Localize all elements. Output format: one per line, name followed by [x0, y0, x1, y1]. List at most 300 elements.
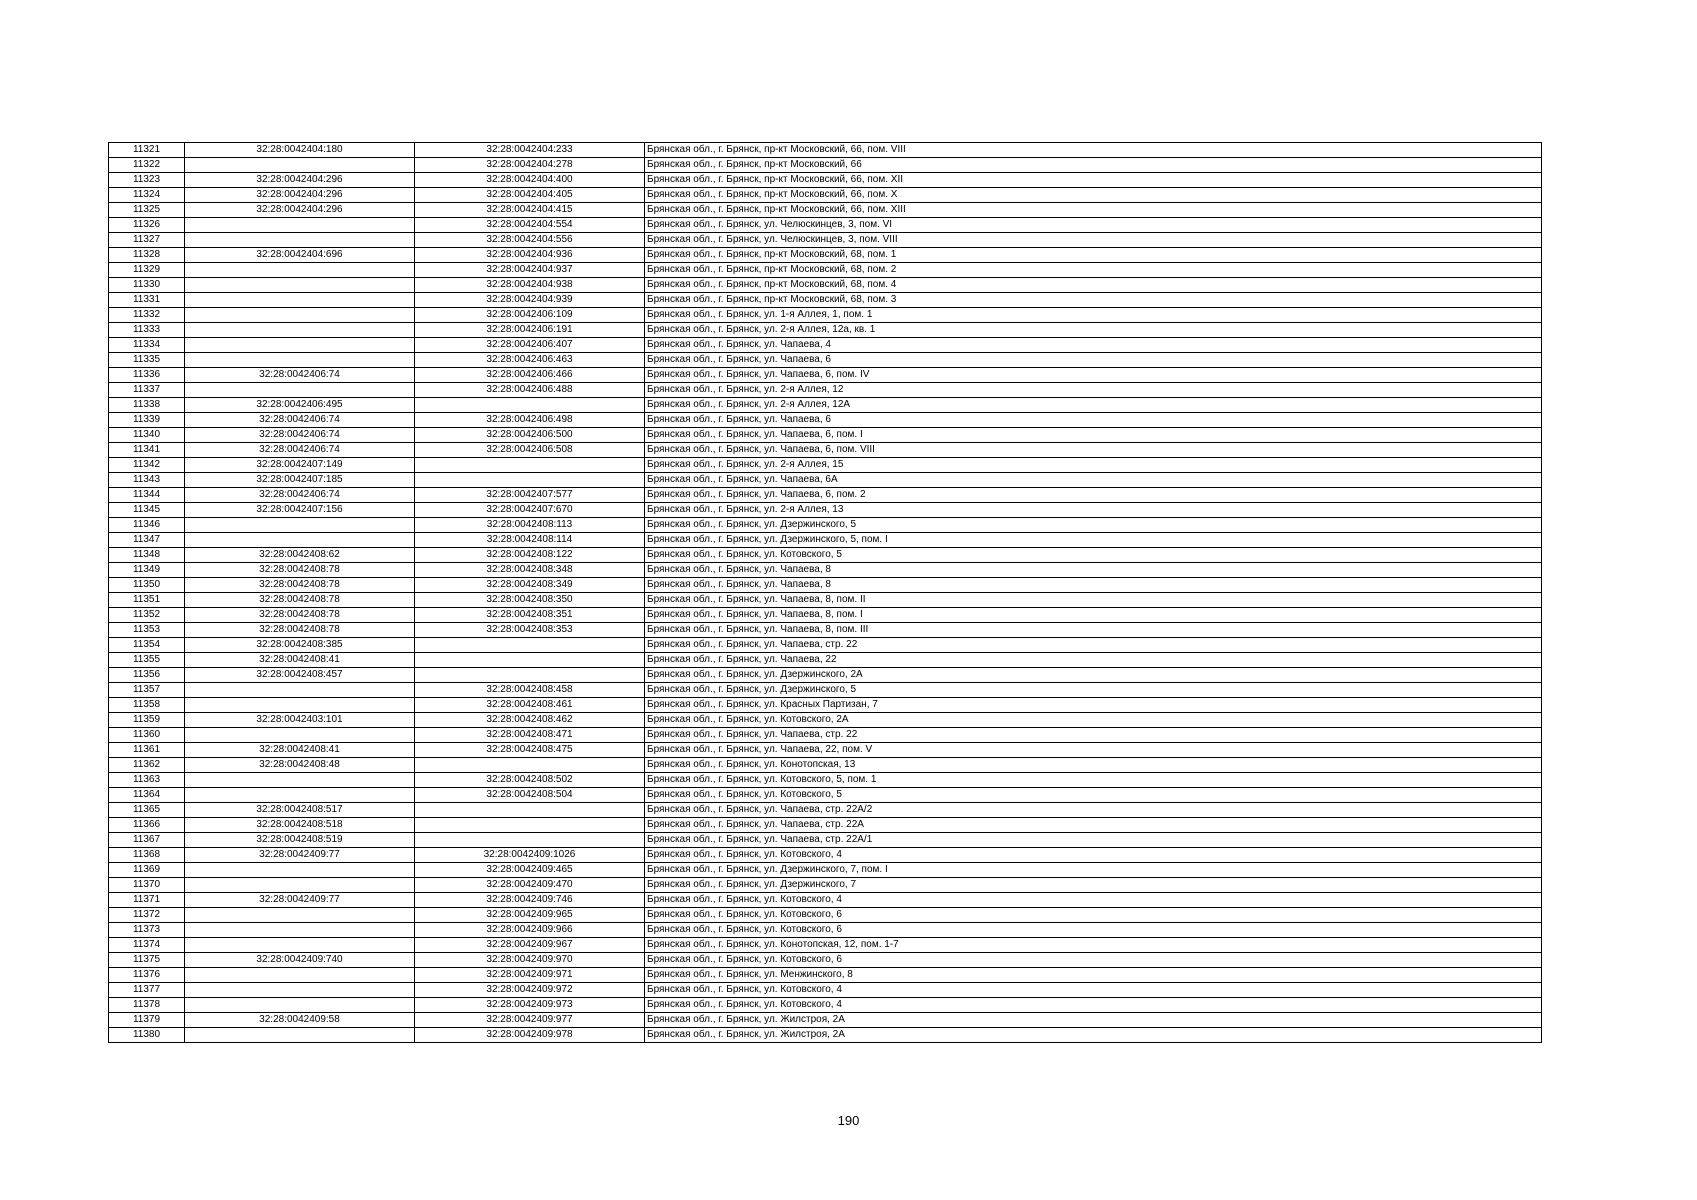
table-row	[109, 998, 1542, 1013]
parcel-cadastral-number-cell	[185, 323, 415, 338]
parcel-cadastral-number-cell: 32:28:0042408:41	[185, 743, 415, 758]
table-row	[109, 473, 1542, 488]
row-number-cell: 11337	[109, 383, 185, 398]
address-cell: Брянская обл., г. Брянск, ул. Менжинского, 8	[645, 968, 1542, 983]
address-cell: Брянская обл., г. Брянск, ул. Котовского, 2А	[645, 713, 1542, 728]
row-number-cell: 11347	[109, 533, 185, 548]
table-row	[109, 413, 1542, 428]
parcel-cadastral-number-cell	[185, 518, 415, 533]
building-cadastral-number-cell: 32:28:0042404:415	[415, 203, 645, 218]
address-cell: Брянская обл., г. Брянск, ул. Дзержинского, 2А	[645, 668, 1542, 683]
parcel-cadastral-number-cell: 32:28:0042409:77	[185, 848, 415, 863]
table-row	[109, 713, 1542, 728]
row-number-cell: 11342	[109, 458, 185, 473]
address-cell: Брянская обл., г. Брянск, пр-кт Московский, 66, пом. XII	[645, 173, 1542, 188]
table-row	[109, 623, 1542, 638]
row-number-cell: 11368	[109, 848, 185, 863]
table-row	[109, 188, 1542, 203]
address-cell: Брянская обл., г. Брянск, пр-кт Московский, 68, пом. 1	[645, 248, 1542, 263]
row-number-cell: 11343	[109, 473, 185, 488]
row-number-cell: 11349	[109, 563, 185, 578]
building-cadastral-number-cell	[415, 758, 645, 773]
address-cell: Брянская обл., г. Брянск, пр-кт Московский, 66, пом. VIII	[645, 143, 1542, 158]
row-number-cell: 11380	[109, 1028, 185, 1043]
building-cadastral-number-cell: 32:28:0042408:349	[415, 578, 645, 593]
address-cell: Брянская обл., г. Брянск, ул. 2-я Аллея, 12а, кв. 1	[645, 323, 1542, 338]
row-number-cell: 11344	[109, 488, 185, 503]
table-row	[109, 368, 1542, 383]
table-row	[109, 938, 1542, 953]
parcel-cadastral-number-cell: 32:28:0042408:78	[185, 608, 415, 623]
parcel-cadastral-number-cell	[185, 923, 415, 938]
row-number-cell: 11346	[109, 518, 185, 533]
parcel-cadastral-number-cell	[185, 1028, 415, 1043]
building-cadastral-number-cell: 32:28:0042408:458	[415, 683, 645, 698]
building-cadastral-number-cell: 32:28:0042404:405	[415, 188, 645, 203]
building-cadastral-number-cell: 32:28:0042404:556	[415, 233, 645, 248]
building-cadastral-number-cell: 32:28:0042406:488	[415, 383, 645, 398]
row-number-cell: 11333	[109, 323, 185, 338]
table-row	[109, 398, 1542, 413]
parcel-cadastral-number-cell: 32:28:0042404:180	[185, 143, 415, 158]
building-cadastral-number-cell: 32:28:0042409:971	[415, 968, 645, 983]
building-cadastral-number-cell: 32:28:0042409:966	[415, 923, 645, 938]
building-cadastral-number-cell: 32:28:0042408:114	[415, 533, 645, 548]
table-row	[109, 803, 1542, 818]
table-row	[109, 683, 1542, 698]
building-cadastral-number-cell	[415, 833, 645, 848]
address-cell: Брянская обл., г. Брянск, ул. Конотопская, 13	[645, 758, 1542, 773]
row-number-cell: 11348	[109, 548, 185, 563]
table-row	[109, 1013, 1542, 1028]
table-row	[109, 218, 1542, 233]
parcel-cadastral-number-cell	[185, 263, 415, 278]
building-cadastral-number-cell: 32:28:0042406:508	[415, 443, 645, 458]
table-row	[109, 893, 1542, 908]
row-number-cell: 11366	[109, 818, 185, 833]
row-number-cell: 11335	[109, 353, 185, 368]
building-cadastral-number-cell: 32:28:0042409:973	[415, 998, 645, 1013]
row-number-cell: 11374	[109, 938, 185, 953]
building-cadastral-number-cell	[415, 668, 645, 683]
row-number-cell: 11327	[109, 233, 185, 248]
parcel-cadastral-number-cell: 32:28:0042409:740	[185, 953, 415, 968]
parcel-cadastral-number-cell: 32:28:0042406:74	[185, 443, 415, 458]
address-cell: Брянская обл., г. Брянск, ул. 2-я Аллея, 12А	[645, 398, 1542, 413]
building-cadastral-number-cell: 32:28:0042408:350	[415, 593, 645, 608]
parcel-cadastral-number-cell: 32:28:0042406:74	[185, 428, 415, 443]
parcel-cadastral-number-cell	[185, 683, 415, 698]
parcel-cadastral-number-cell	[185, 998, 415, 1013]
building-cadastral-number-cell: 32:28:0042406:109	[415, 308, 645, 323]
table-body	[109, 143, 1542, 1043]
row-number-cell: 11351	[109, 593, 185, 608]
table-row	[109, 443, 1542, 458]
row-number-cell: 11328	[109, 248, 185, 263]
row-number-cell: 11364	[109, 788, 185, 803]
row-number-cell: 11354	[109, 638, 185, 653]
parcel-cadastral-number-cell	[185, 533, 415, 548]
building-cadastral-number-cell: 32:28:0042404:278	[415, 158, 645, 173]
address-cell: Брянская обл., г. Брянск, ул. Чапаева, стр. 22А/1	[645, 833, 1542, 848]
address-cell: Брянская обл., г. Брянск, ул. Дзержинского, 5, пом. I	[645, 533, 1542, 548]
address-cell: Брянская обл., г. Брянск, ул. Чапаева, 6	[645, 413, 1542, 428]
row-number-cell: 11340	[109, 428, 185, 443]
row-number-cell: 11352	[109, 608, 185, 623]
address-cell: Брянская обл., г. Брянск, ул. Чапаева, 6, пом. I	[645, 428, 1542, 443]
building-cadastral-number-cell: 32:28:0042408:122	[415, 548, 645, 563]
parcel-cadastral-number-cell	[185, 293, 415, 308]
building-cadastral-number-cell	[415, 458, 645, 473]
address-cell: Брянская обл., г. Брянск, ул. 2-я Аллея, 12	[645, 383, 1542, 398]
address-cell: Брянская обл., г. Брянск, ул. Чапаева, 6	[645, 353, 1542, 368]
address-cell: Брянская обл., г. Брянск, ул. Чапаева, 8	[645, 563, 1542, 578]
building-cadastral-number-cell: 32:28:0042408:471	[415, 728, 645, 743]
address-cell: Брянская обл., г. Брянск, ул. Чапаева, стр. 22А/2	[645, 803, 1542, 818]
parcel-cadastral-number-cell	[185, 233, 415, 248]
building-cadastral-number-cell	[415, 473, 645, 488]
row-number-cell: 11331	[109, 293, 185, 308]
table-row	[109, 923, 1542, 938]
parcel-cadastral-number-cell: 32:28:0042407:149	[185, 458, 415, 473]
table-row	[109, 743, 1542, 758]
row-number-cell: 11359	[109, 713, 185, 728]
address-cell: Брянская обл., г. Брянск, ул. Котовского, 4	[645, 998, 1542, 1013]
table-row	[109, 608, 1542, 623]
address-cell: Брянская обл., г. Брянск, ул. Котовского, 5, пом. 1	[645, 773, 1542, 788]
building-cadastral-number-cell: 32:28:0042408:351	[415, 608, 645, 623]
table-row	[109, 878, 1542, 893]
table-row	[109, 653, 1542, 668]
building-cadastral-number-cell: 32:28:0042409:978	[415, 1028, 645, 1043]
parcel-cadastral-number-cell: 32:28:0042406:74	[185, 413, 415, 428]
address-cell: Брянская обл., г. Брянск, ул. Дзержинского, 5	[645, 518, 1542, 533]
address-cell: Брянская обл., г. Брянск, ул. Жилстроя, 2А	[645, 1028, 1542, 1043]
address-cell: Брянская обл., г. Брянск, ул. Котовского, 4	[645, 983, 1542, 998]
building-cadastral-number-cell	[415, 653, 645, 668]
address-cell: Брянская обл., г. Брянск, ул. Чапаева, 4	[645, 338, 1542, 353]
address-cell: Брянская обл., г. Брянск, ул. Конотопская, 12, пом. 1-7	[645, 938, 1542, 953]
parcel-cadastral-number-cell: 32:28:0042408:78	[185, 623, 415, 638]
address-cell: Брянская обл., г. Брянск, ул. 2-я Аллея, 15	[645, 458, 1542, 473]
address-cell: Брянская обл., г. Брянск, ул. Чапаева, стр. 22А	[645, 818, 1542, 833]
address-cell: Брянская обл., г. Брянск, ул. Котовского, 4	[645, 848, 1542, 863]
row-number-cell: 11341	[109, 443, 185, 458]
parcel-cadastral-number-cell: 32:28:0042404:296	[185, 203, 415, 218]
table-row	[109, 818, 1542, 833]
address-cell: Брянская обл., г. Брянск, ул. Чапаева, 22	[645, 653, 1542, 668]
row-number-cell: 11330	[109, 278, 185, 293]
building-cadastral-number-cell: 32:28:0042404:939	[415, 293, 645, 308]
row-number-cell: 11363	[109, 773, 185, 788]
row-number-cell: 11322	[109, 158, 185, 173]
table-row	[109, 863, 1542, 878]
parcel-cadastral-number-cell: 32:28:0042408:519	[185, 833, 415, 848]
table-row	[109, 338, 1542, 353]
table-row	[109, 293, 1542, 308]
table-row	[109, 848, 1542, 863]
parcel-cadastral-number-cell: 32:28:0042403:101	[185, 713, 415, 728]
building-cadastral-number-cell: 32:28:0042409:977	[415, 1013, 645, 1028]
table-row	[109, 518, 1542, 533]
parcel-cadastral-number-cell: 32:28:0042408:457	[185, 668, 415, 683]
table-row	[109, 578, 1542, 593]
parcel-cadastral-number-cell: 32:28:0042406:74	[185, 368, 415, 383]
table-row	[109, 503, 1542, 518]
row-number-cell: 11371	[109, 893, 185, 908]
row-number-cell: 11365	[109, 803, 185, 818]
table-row	[109, 773, 1542, 788]
address-cell: Брянская обл., г. Брянск, ул. Котовского, 5	[645, 548, 1542, 563]
row-number-cell: 11376	[109, 968, 185, 983]
building-cadastral-number-cell	[415, 803, 645, 818]
address-cell: Брянская обл., г. Брянск, ул. Чапаева, 6, пом. IV	[645, 368, 1542, 383]
row-number-cell: 11355	[109, 653, 185, 668]
building-cadastral-number-cell: 32:28:0042408:461	[415, 698, 645, 713]
row-number-cell: 11324	[109, 188, 185, 203]
parcel-cadastral-number-cell: 32:28:0042408:517	[185, 803, 415, 818]
row-number-cell: 11360	[109, 728, 185, 743]
building-cadastral-number-cell: 32:28:0042406:407	[415, 338, 645, 353]
building-cadastral-number-cell: 32:28:0042409:470	[415, 878, 645, 893]
address-cell: Брянская обл., г. Брянск, ул. Котовского, 4	[645, 893, 1542, 908]
parcel-cadastral-number-cell	[185, 353, 415, 368]
table-row	[109, 353, 1542, 368]
address-cell: Брянская обл., г. Брянск, ул. Дзержинского, 5	[645, 683, 1542, 698]
parcel-cadastral-number-cell	[185, 938, 415, 953]
address-cell: Брянская обл., г. Брянск, ул. 2-я Аллея, 13	[645, 503, 1542, 518]
address-cell: Брянская обл., г. Брянск, ул. Чапаева, 6, пом. VIII	[645, 443, 1542, 458]
address-cell: Брянская обл., г. Брянск, ул. Красных Партизан, 7	[645, 698, 1542, 713]
table-row	[109, 548, 1542, 563]
address-cell: Брянская обл., г. Брянск, пр-кт Московский, 66, пом. XIII	[645, 203, 1542, 218]
parcel-cadastral-number-cell: 32:28:0042404:696	[185, 248, 415, 263]
parcel-cadastral-number-cell	[185, 983, 415, 998]
address-cell: Брянская обл., г. Брянск, ул. Чапаева, 6А	[645, 473, 1542, 488]
row-number-cell: 11334	[109, 338, 185, 353]
parcel-cadastral-number-cell: 32:28:0042409:58	[185, 1013, 415, 1028]
table-row	[109, 593, 1542, 608]
parcel-cadastral-number-cell: 32:28:0042408:78	[185, 593, 415, 608]
parcel-cadastral-number-cell: 32:28:0042408:78	[185, 563, 415, 578]
table-row	[109, 698, 1542, 713]
table-row	[109, 308, 1542, 323]
building-cadastral-number-cell: 32:28:0042404:937	[415, 263, 645, 278]
building-cadastral-number-cell: 32:28:0042406:466	[415, 368, 645, 383]
building-cadastral-number-cell	[415, 638, 645, 653]
parcel-cadastral-number-cell	[185, 773, 415, 788]
parcel-cadastral-number-cell: 32:28:0042408:385	[185, 638, 415, 653]
table-row	[109, 488, 1542, 503]
parcel-cadastral-number-cell: 32:28:0042407:156	[185, 503, 415, 518]
address-cell: Брянская обл., г. Брянск, ул. Чапаева, 8	[645, 578, 1542, 593]
parcel-cadastral-number-cell	[185, 278, 415, 293]
row-number-cell: 11356	[109, 668, 185, 683]
parcel-cadastral-number-cell: 32:28:0042406:74	[185, 488, 415, 503]
parcel-cadastral-number-cell	[185, 878, 415, 893]
row-number-cell: 11367	[109, 833, 185, 848]
table-row	[109, 278, 1542, 293]
building-cadastral-number-cell: 32:28:0042404:938	[415, 278, 645, 293]
table-row	[109, 263, 1542, 278]
parcel-cadastral-number-cell	[185, 338, 415, 353]
table-row	[109, 563, 1542, 578]
address-cell: Брянская обл., г. Брянск, ул. Дзержинского, 7	[645, 878, 1542, 893]
table-row	[109, 203, 1542, 218]
address-cell: Брянская обл., г. Брянск, ул. Челюскинцев, 3, пом. VIII	[645, 233, 1542, 248]
parcel-cadastral-number-cell: 32:28:0042409:77	[185, 893, 415, 908]
row-number-cell: 11336	[109, 368, 185, 383]
parcel-cadastral-number-cell	[185, 788, 415, 803]
table-row	[109, 383, 1542, 398]
address-cell: Брянская обл., г. Брянск, ул. Дзержинского, 7, пом. I	[645, 863, 1542, 878]
building-cadastral-number-cell	[415, 818, 645, 833]
row-number-cell: 11353	[109, 623, 185, 638]
building-cadastral-number-cell: 32:28:0042409:1026	[415, 848, 645, 863]
building-cadastral-number-cell: 32:28:0042409:465	[415, 863, 645, 878]
address-cell: Брянская обл., г. Брянск, ул. 1-я Аллея, 1, пом. 1	[645, 308, 1542, 323]
building-cadastral-number-cell: 32:28:0042409:746	[415, 893, 645, 908]
address-cell: Брянская обл., г. Брянск, ул. Котовского, 6	[645, 953, 1542, 968]
parcel-cadastral-number-cell	[185, 968, 415, 983]
address-cell: Брянская обл., г. Брянск, ул. Чапаева, 8, пом. II	[645, 593, 1542, 608]
parcel-cadastral-number-cell: 32:28:0042404:296	[185, 188, 415, 203]
address-cell: Брянская обл., г. Брянск, пр-кт Московский, 68, пом. 2	[645, 263, 1542, 278]
row-number-cell: 11377	[109, 983, 185, 998]
row-number-cell: 11357	[109, 683, 185, 698]
row-number-cell: 11362	[109, 758, 185, 773]
address-cell: Брянская обл., г. Брянск, пр-кт Московский, 66	[645, 158, 1542, 173]
row-number-cell: 11369	[109, 863, 185, 878]
row-number-cell: 11379	[109, 1013, 185, 1028]
building-cadastral-number-cell: 32:28:0042408:348	[415, 563, 645, 578]
row-number-cell: 11358	[109, 698, 185, 713]
building-cadastral-number-cell: 32:28:0042409:965	[415, 908, 645, 923]
parcel-cadastral-number-cell	[185, 218, 415, 233]
table-row	[109, 533, 1542, 548]
building-cadastral-number-cell: 32:28:0042404:400	[415, 173, 645, 188]
table-row	[109, 428, 1542, 443]
row-number-cell: 11321	[109, 143, 185, 158]
row-number-cell: 11325	[109, 203, 185, 218]
row-number-cell: 11326	[109, 218, 185, 233]
building-cadastral-number-cell: 32:28:0042408:113	[415, 518, 645, 533]
address-cell: Брянская обл., г. Брянск, ул. Чапаева, 6, пом. 2	[645, 488, 1542, 503]
parcel-cadastral-number-cell	[185, 383, 415, 398]
building-cadastral-number-cell: 32:28:0042407:670	[415, 503, 645, 518]
table-row	[109, 983, 1542, 998]
row-number-cell: 11350	[109, 578, 185, 593]
address-cell: Брянская обл., г. Брянск, пр-кт Московский, 66, пом. X	[645, 188, 1542, 203]
building-cadastral-number-cell: 32:28:0042406:463	[415, 353, 645, 368]
row-number-cell: 11378	[109, 998, 185, 1013]
parcel-cadastral-number-cell: 32:28:0042408:62	[185, 548, 415, 563]
table-row	[109, 788, 1542, 803]
row-number-cell: 11372	[109, 908, 185, 923]
table-row	[109, 758, 1542, 773]
address-cell: Брянская обл., г. Брянск, пр-кт Московский, 68, пом. 4	[645, 278, 1542, 293]
table-row	[109, 953, 1542, 968]
building-cadastral-number-cell: 32:28:0042407:577	[415, 488, 645, 503]
building-cadastral-number-cell: 32:28:0042409:970	[415, 953, 645, 968]
table-row	[109, 173, 1542, 188]
address-cell: Брянская обл., г. Брянск, ул. Котовского, 5	[645, 788, 1542, 803]
row-number-cell: 11375	[109, 953, 185, 968]
table-row	[109, 833, 1542, 848]
row-number-cell: 11370	[109, 878, 185, 893]
building-cadastral-number-cell: 32:28:0042408:353	[415, 623, 645, 638]
table-row	[109, 458, 1542, 473]
address-cell: Брянская обл., г. Брянск, ул. Чапаева, 8, пом. I	[645, 608, 1542, 623]
parcel-cadastral-number-cell: 32:28:0042407:185	[185, 473, 415, 488]
row-number-cell: 11339	[109, 413, 185, 428]
parcel-cadastral-number-cell	[185, 308, 415, 323]
building-cadastral-number-cell: 32:28:0042408:502	[415, 773, 645, 788]
building-cadastral-number-cell: 32:28:0042408:504	[415, 788, 645, 803]
address-cell: Брянская обл., г. Брянск, пр-кт Московский, 68, пом. 3	[645, 293, 1542, 308]
row-number-cell: 11345	[109, 503, 185, 518]
address-cell: Брянская обл., г. Брянск, ул. Котовского, 6	[645, 908, 1542, 923]
building-cadastral-number-cell: 32:28:0042409:972	[415, 983, 645, 998]
building-cadastral-number-cell: 32:28:0042404:936	[415, 248, 645, 263]
table-row	[109, 233, 1542, 248]
building-cadastral-number-cell: 32:28:0042404:554	[415, 218, 645, 233]
table-row	[109, 248, 1542, 263]
table-row	[109, 968, 1542, 983]
parcel-cadastral-number-cell	[185, 728, 415, 743]
table-row	[109, 728, 1542, 743]
parcel-cadastral-number-cell: 32:28:0042408:518	[185, 818, 415, 833]
parcel-cadastral-number-cell	[185, 698, 415, 713]
table-row	[109, 638, 1542, 653]
page-number: 190	[837, 1113, 860, 1128]
building-cadastral-number-cell: 32:28:0042406:191	[415, 323, 645, 338]
row-number-cell: 11373	[109, 923, 185, 938]
table-row	[109, 158, 1542, 173]
row-number-cell: 11332	[109, 308, 185, 323]
row-number-cell: 11329	[109, 263, 185, 278]
address-cell: Брянская обл., г. Брянск, ул. Чапаева, 8, пом. III	[645, 623, 1542, 638]
parcel-cadastral-number-cell: 32:28:0042408:48	[185, 758, 415, 773]
building-cadastral-number-cell: 32:28:0042408:475	[415, 743, 645, 758]
row-number-cell: 11323	[109, 173, 185, 188]
building-cadastral-number-cell	[415, 398, 645, 413]
parcel-cadastral-number-cell	[185, 863, 415, 878]
table-row	[109, 323, 1542, 338]
parcel-cadastral-number-cell: 32:28:0042408:78	[185, 578, 415, 593]
address-cell: Брянская обл., г. Брянск, ул. Чапаева, 22, пом. V	[645, 743, 1542, 758]
parcel-cadastral-number-cell	[185, 908, 415, 923]
parcel-cadastral-number-cell: 32:28:0042404:296	[185, 173, 415, 188]
address-cell: Брянская обл., г. Брянск, ул. Чапаева, стр. 22	[645, 638, 1542, 653]
building-cadastral-number-cell: 32:28:0042404:233	[415, 143, 645, 158]
cadastral-table	[108, 142, 1542, 1043]
row-number-cell: 11338	[109, 398, 185, 413]
building-cadastral-number-cell: 32:28:0042409:967	[415, 938, 645, 953]
parcel-cadastral-number-cell: 32:28:0042406:495	[185, 398, 415, 413]
building-cadastral-number-cell: 32:28:0042406:498	[415, 413, 645, 428]
row-number-cell: 11361	[109, 743, 185, 758]
table-row	[109, 1028, 1542, 1043]
parcel-cadastral-number-cell: 32:28:0042408:41	[185, 653, 415, 668]
building-cadastral-number-cell: 32:28:0042408:462	[415, 713, 645, 728]
table-row	[109, 908, 1542, 923]
parcel-cadastral-number-cell	[185, 158, 415, 173]
address-cell: Брянская обл., г. Брянск, ул. Котовского, 6	[645, 923, 1542, 938]
address-cell: Брянская обл., г. Брянск, ул. Челюскинцев, 3, пом. VI	[645, 218, 1542, 233]
address-cell: Брянская обл., г. Брянск, ул. Чапаева, стр. 22	[645, 728, 1542, 743]
table-row	[109, 143, 1542, 158]
